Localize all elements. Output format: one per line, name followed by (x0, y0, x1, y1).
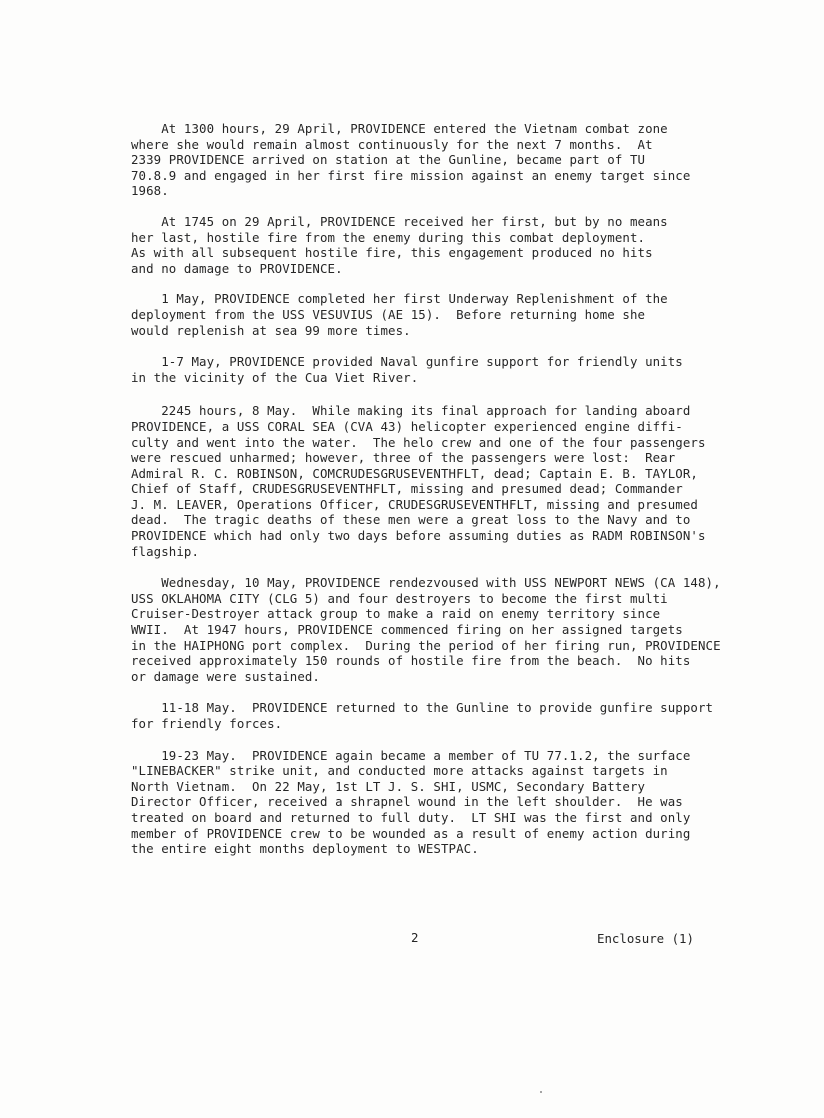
paragraph-gunline-return: 11-18 May. PROVIDENCE returned to the Gunline to provide gunfire support for friendly forces. (131, 700, 714, 731)
paragraph-combat-zone-entry: At 1300 hours, 29 April, PROVIDENCE entered the Vietnam combat zone where she would remain almost continuously for the next 7 months. At 2339 PROVIDENCE arrived on station at the Gunline, became part of TU 70.8.9 and engaged in her first fire mission against an enemy target since 1968. (131, 121, 691, 199)
enclosure-label: Enclosure (1) (597, 931, 694, 946)
paragraph-linebacker: 19-23 May. PROVIDENCE again became a member of TU 77.1.2, the surface "LINEBACKER" strike unit, and conducted more attacks against targets in North Vietnam. On 22 May, 1st LT J. S. SHI, USMC, Secondary Battery Director Officer, received a shrapnel wound in the left shoulder. He was treated on board and returned to full duty. LT SHI was the first and only member of PROVIDENCE crew to be wounded as a result of enemy action during the entire eight months deployment to WESTPAC. (131, 747, 691, 857)
paragraph-cua-viet-support: 1-7 May, PROVIDENCE provided Naval gunfire support for friendly units in the vicinity of the Cua Viet River. (131, 354, 683, 385)
paragraph-haiphong-raid: Wednesday, 10 May, PROVIDENCE rendezvoused with USS NEWPORT NEWS (CA 148), USS OKLAHOMA CITY (CLG 5) and four destroyers to become the first multi Cruiser-Destroyer attack group to make a raid on enemy territory since WWII. At 1947 hours, PROVIDENCE commenced firing on her assigned targets in the HAIPHONG port complex. During the period of her firing run, PROVIDENCE received approximately 150 rounds of hostile fire from the beach. No hits or damage were sustained. (131, 575, 721, 684)
paragraph-helicopter-crash: 2245 hours, 8 May. While making its final approach for landing aboard PROVIDENCE, a USS CORAL SEA (CVA 43) helicopter experienced engine diffi- culty and went into the water. The helo crew and one of the four passengers were rescued unharmed; however, three of the passengers were lost: Rear Admiral R. C. ROBINSON, COMCRUDESGRUSEVENTHFLT, dead; Captain E. B. TAYLOR, Chief of Staff, CRUDESGRUSEVENTHFLT, missing and presumed dead; Commander J. M. LEAVER, Operations Officer, CRUDESGRUSEVENTHFLT, missing and presumed dead. The tragic deaths of these men were a great loss to the Navy and to PROVIDENCE which had only two days before assuming duties as RADM ROBINSON's flagship. (131, 403, 706, 559)
page-number: 2 (411, 930, 419, 945)
scan-speck (540, 1091, 542, 1093)
paragraph-first-unrep: 1 May, PROVIDENCE completed her first Underway Replenishment of the deployment from the USS VESUVIUS (AE 15). Before returning home she would replenish at sea 99 more times. (131, 291, 668, 338)
document-body (131, 121, 751, 857)
paragraph-first-hostile-fire: At 1745 on 29 April, PROVIDENCE received her first, but by no means her last, hostile fire from the enemy during this combat deployment. As with all subsequent hostile fire, this engagement produced no hits and no damage to PROVIDENCE. (131, 213, 668, 276)
